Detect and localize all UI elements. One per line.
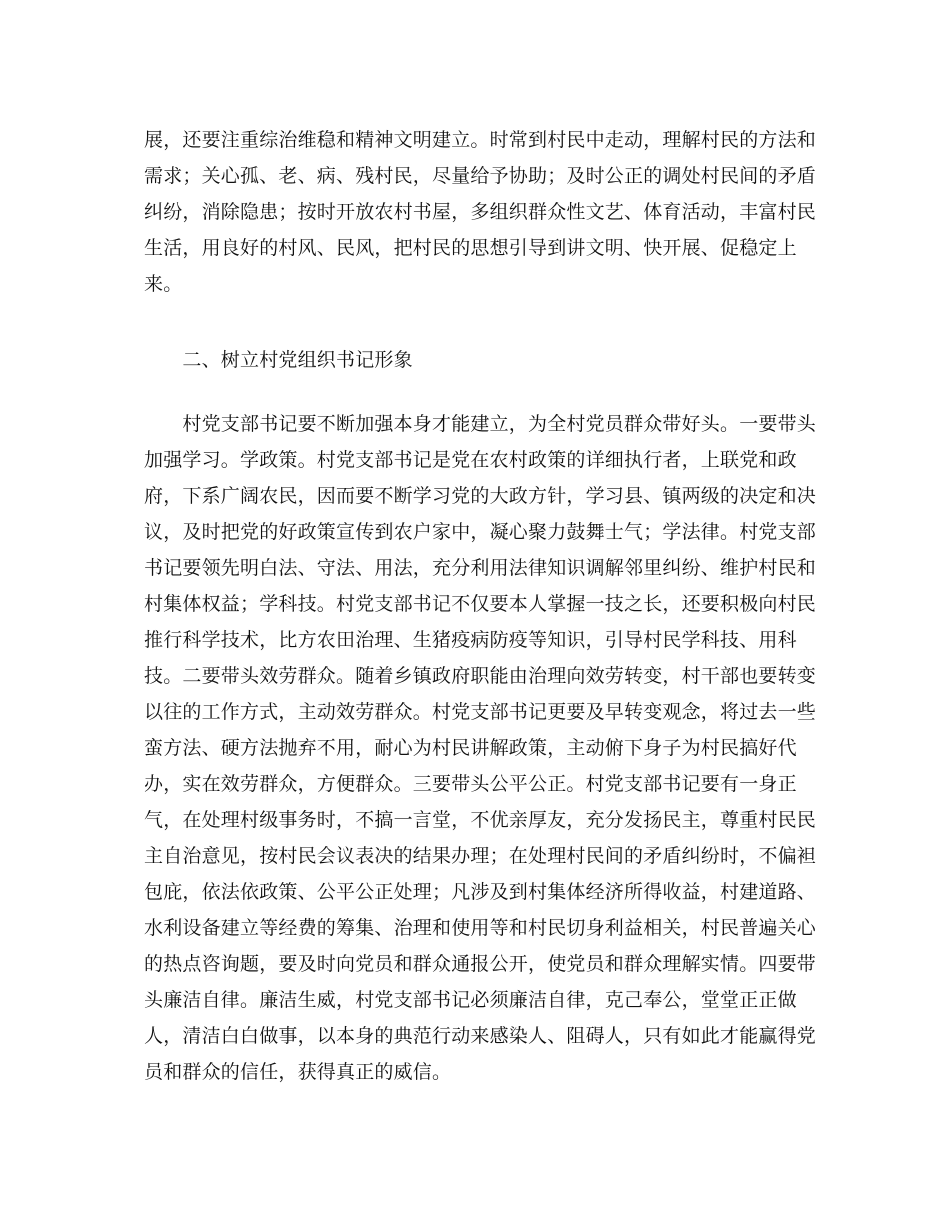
paragraph-2-line: 水利设备建立等经费的筹集、治理和使用等和村民切身利益相关，村民普遍关心 xyxy=(144,917,817,939)
paragraph-2-line: 推行科学技术，比方农田治理、生猪疫病防疫等知识，引导村民学科技、用科 xyxy=(144,629,797,651)
paragraph-2-line: 包庇，依法依政策、公平公正处理；凡涉及到村集体经济所得收益，村建道路、 xyxy=(144,881,817,903)
paragraph-2-line: 村集体权益；学科技。村党支部书记不仅要本人掌握一技之长，还要积极向村民 xyxy=(144,593,817,615)
paragraph-2-line: 头廉洁自律。廉洁生威，村党支部书记必须廉洁自律，克己奉公，堂堂正正做 xyxy=(144,989,797,1011)
paragraph-2-line: 员和群众的信任，获得真正的威信。 xyxy=(144,1061,452,1083)
section-heading xyxy=(144,342,804,378)
paragraph-2-line: 村党支部书记要不断加强本身才能建立，为全村党员群众带好头。一要带头 xyxy=(144,413,817,435)
paragraph-1-line: 生活，用良好的村风、民风，把村民的思想引导到讲文明、快开展、促稳定上 xyxy=(144,237,797,259)
paragraph-1-line: 纠纷，消除隐患；按时开放农村书屋，多组织群众性文艺、体育活动，丰富村民 xyxy=(144,201,817,223)
paragraph-1 xyxy=(144,122,817,302)
paragraph-2-line: 气，在处理村级事务时，不搞一言堂，不优亲厚友，充分发扬民主，尊重村民民 xyxy=(144,809,817,831)
paragraph-2-line: 书记要领先明白法、守法、用法，充分利用法律知识调解邻里纠纷、维护村民和 xyxy=(144,557,817,579)
section-heading-text: 二、树立村党组织书记形象 xyxy=(144,349,413,371)
paragraph-2-line: 蛮方法、硬方法抛弃不用，耐心为村民讲解政策，主动俯下身子为村民搞好代 xyxy=(144,737,797,759)
paragraph-1-line: 需求；关心孤、老、病、残村民，尽量给予协助；及时公正的调处村民间的矛盾 xyxy=(144,165,817,187)
paragraph-2-line: 议，及时把党的好政策宣传到农户家中，凝心聚力鼓舞士气；学法律。村党支部 xyxy=(144,521,817,543)
paragraph-2-line: 办，实在效劳群众，方便群众。三要带头公平公正。村党支部书记要有一身正 xyxy=(144,773,797,795)
paragraph-1-line: 来。 xyxy=(144,273,183,295)
paragraph-1-line: 展，还要注重综治维稳和精神文明建立。时常到村民中走动，理解村民的方法和 xyxy=(144,129,817,151)
paragraph-2-line: 的热点咨询题，要及时向党员和群众通报公开，使党员和群众理解实情。四要带 xyxy=(144,953,817,975)
paragraph-2-line: 技。二要带头效劳群众。随着乡镇政府职能由治理向效劳转变，村干部也要转变 xyxy=(144,665,817,687)
paragraph-2-line: 府，下系广阔农民，因而要不断学习党的大政方针，学习县、镇两级的决定和决 xyxy=(144,485,817,507)
paragraph-2-line: 主自治意见，按村民会议表决的结果办理；在处理村民间的矛盾纠纷时，不偏袒 xyxy=(144,845,817,867)
paragraph-2 xyxy=(144,406,817,1090)
paragraph-2-line: 加强学习。学政策。村党支部书记是党在农村政策的详细执行者，上联党和政 xyxy=(144,449,797,471)
paragraph-2-line: 人，清洁白白做事，以本身的典范行动来感染人、阻碍人，只有如此才能赢得党 xyxy=(144,1025,817,1047)
paragraph-2-line: 以往的工作方式，主动效劳群众。村党支部书记更要及早转变观念，将过去一些 xyxy=(144,701,817,723)
